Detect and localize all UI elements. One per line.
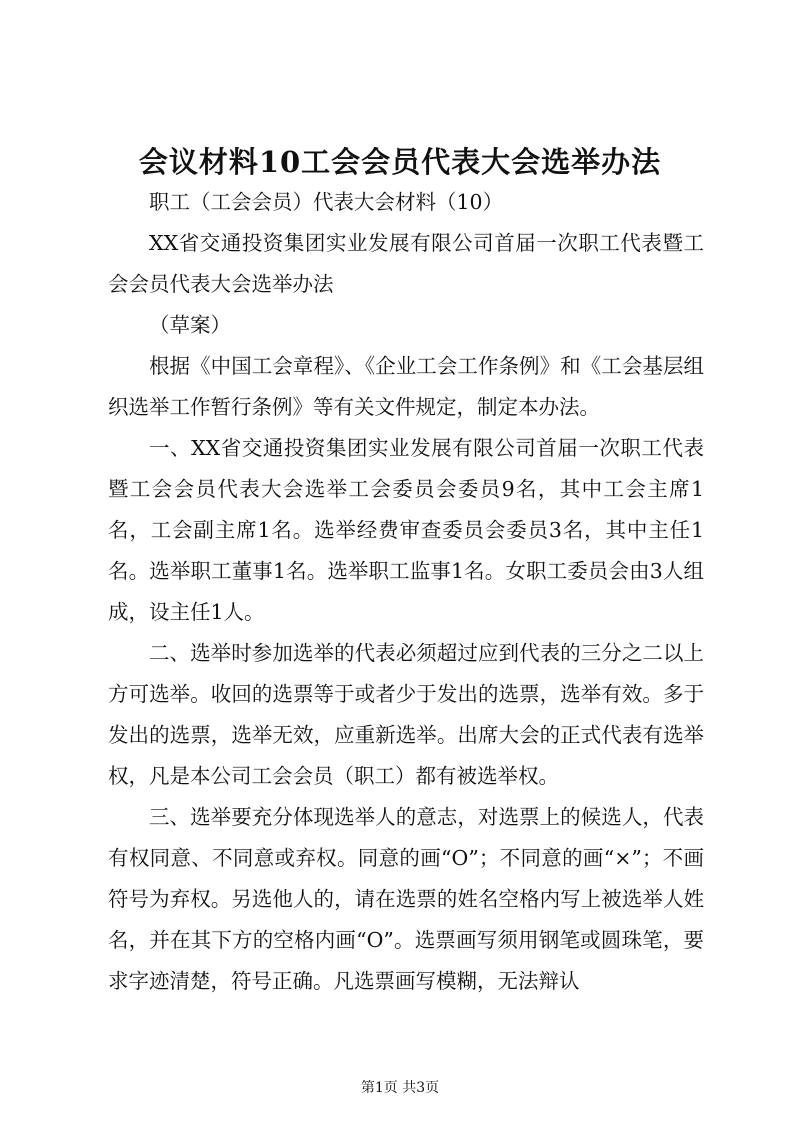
paragraph-section-3: 三、选举要充分体现选举人的意志，对选票上的候选人，代表有权同意、不同意或弃权。同意的画“O”；不同意的画“×”；不画符号为弃权。另选他人的，请在选票的姓名空格内写上被选举人姓名，并在其下方的空格内画“O”。选票画写须用钢笔或圆珠笔，要求字迹清楚，符号正确。凡选票画写模糊，无法辩认 — [108, 805, 704, 993]
paragraph-section-1: 一、XX省交通投资集团实业发展有限公司首届一次职工代表暨工会会员代表大会选举工会委员会委员9名，其中工会主席1名，工会副主席1名。选举经费审查委员会委员3名，其中主任1名。选举职工董事1名。选举职工监事1名。女职工委员会由3人组成，设主任1人。 — [108, 436, 704, 624]
paragraph-subtitle: 职工（工会会员）代表大会材料（10） — [149, 190, 504, 214]
paragraph-heading: XX省交通投资集团实业发展有限公司首届一次职工代表暨工会会员代表大会选举办法 — [108, 231, 704, 296]
paragraph-preamble: 根据《中国工会章程》、《企业工会工作条例》和《工会基层组织选举工作暂行条例》等有关文件规定，制定本办法。 — [108, 354, 704, 419]
document-body — [108, 182, 704, 1002]
paragraph-section-2: 二、选举时参加选举的代表必须超过应到代表的三分之二以上方可选举。收回的选票等于或者少于发出的选票，选举有效。多于发出的选票，选举无效，应重新选举。出席大会的正式代表有选举权，凡是本公司工会会员（职工）都有被选举权。 — [108, 641, 704, 788]
page-footer: 第1页 共3页 — [360, 1080, 440, 1096]
document-title: 会议材料10工会会员代表大会选举办法 — [138, 145, 662, 179]
paragraph-draft-label: （草案） — [149, 313, 231, 337]
